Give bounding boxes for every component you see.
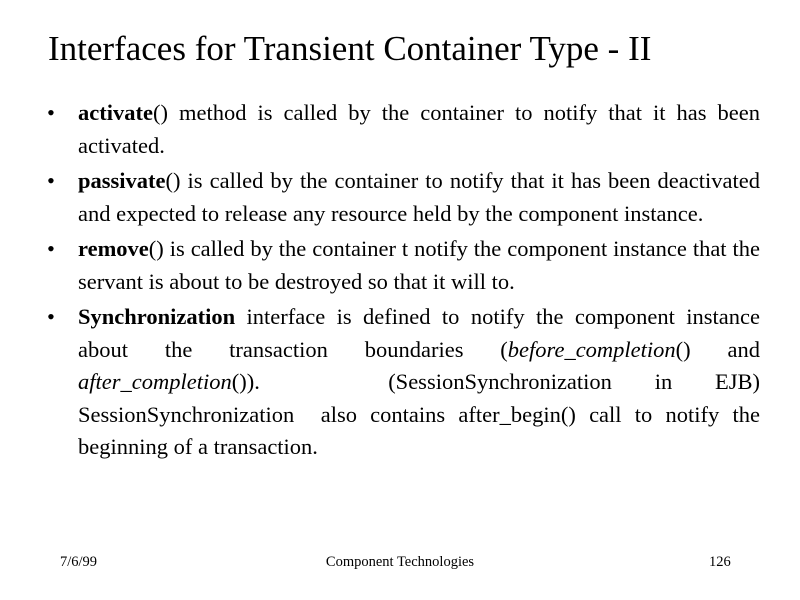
bullet-item [47, 301, 766, 464]
bullet-icon: • [47, 304, 55, 329]
method-name: passivate [78, 168, 166, 193]
bullet-list [47, 97, 766, 467]
method-name-italic: before_completion [507, 336, 676, 362]
method-name: activate [78, 100, 153, 125]
bullet-text: ()). (SessionSynchronization in EJB) SessionSynchronization also contains after_begin() call to notify the beginning of a transaction. [78, 369, 766, 459]
method-name-italic: after_completion [78, 369, 232, 394]
bullet-item [47, 233, 760, 298]
bullet-icon: • [47, 236, 55, 261]
footer-title: Component Technologies [325, 554, 475, 570]
bullet-text: () is called by the container to notify that it has been deactivated and expected to release any resource held by the component instance. [78, 168, 760, 226]
slide-title: Interfaces for Transient Container Type - II [48, 29, 652, 68]
bullet-text: () is called by the container t notify the component instance that the servant is about to be destroyed so that it will to. [78, 236, 760, 294]
bullet-icon: • [47, 100, 55, 125]
bullet-text: () method is called by the container to notify that it has been activated. [78, 100, 760, 158]
bullet-text: () and [675, 336, 760, 362]
page-number: 126 [709, 554, 731, 570]
method-name: remove [78, 236, 149, 261]
footer-date: 7/6/99 [60, 554, 98, 570]
bullet-item [47, 165, 760, 230]
bullet-item [47, 97, 760, 162]
bullet-icon: • [47, 168, 55, 193]
interface-name: Synchronization [78, 304, 236, 329]
bullet-text: interface is defined to notify the component instance about the transaction boundaries ( [78, 304, 760, 362]
